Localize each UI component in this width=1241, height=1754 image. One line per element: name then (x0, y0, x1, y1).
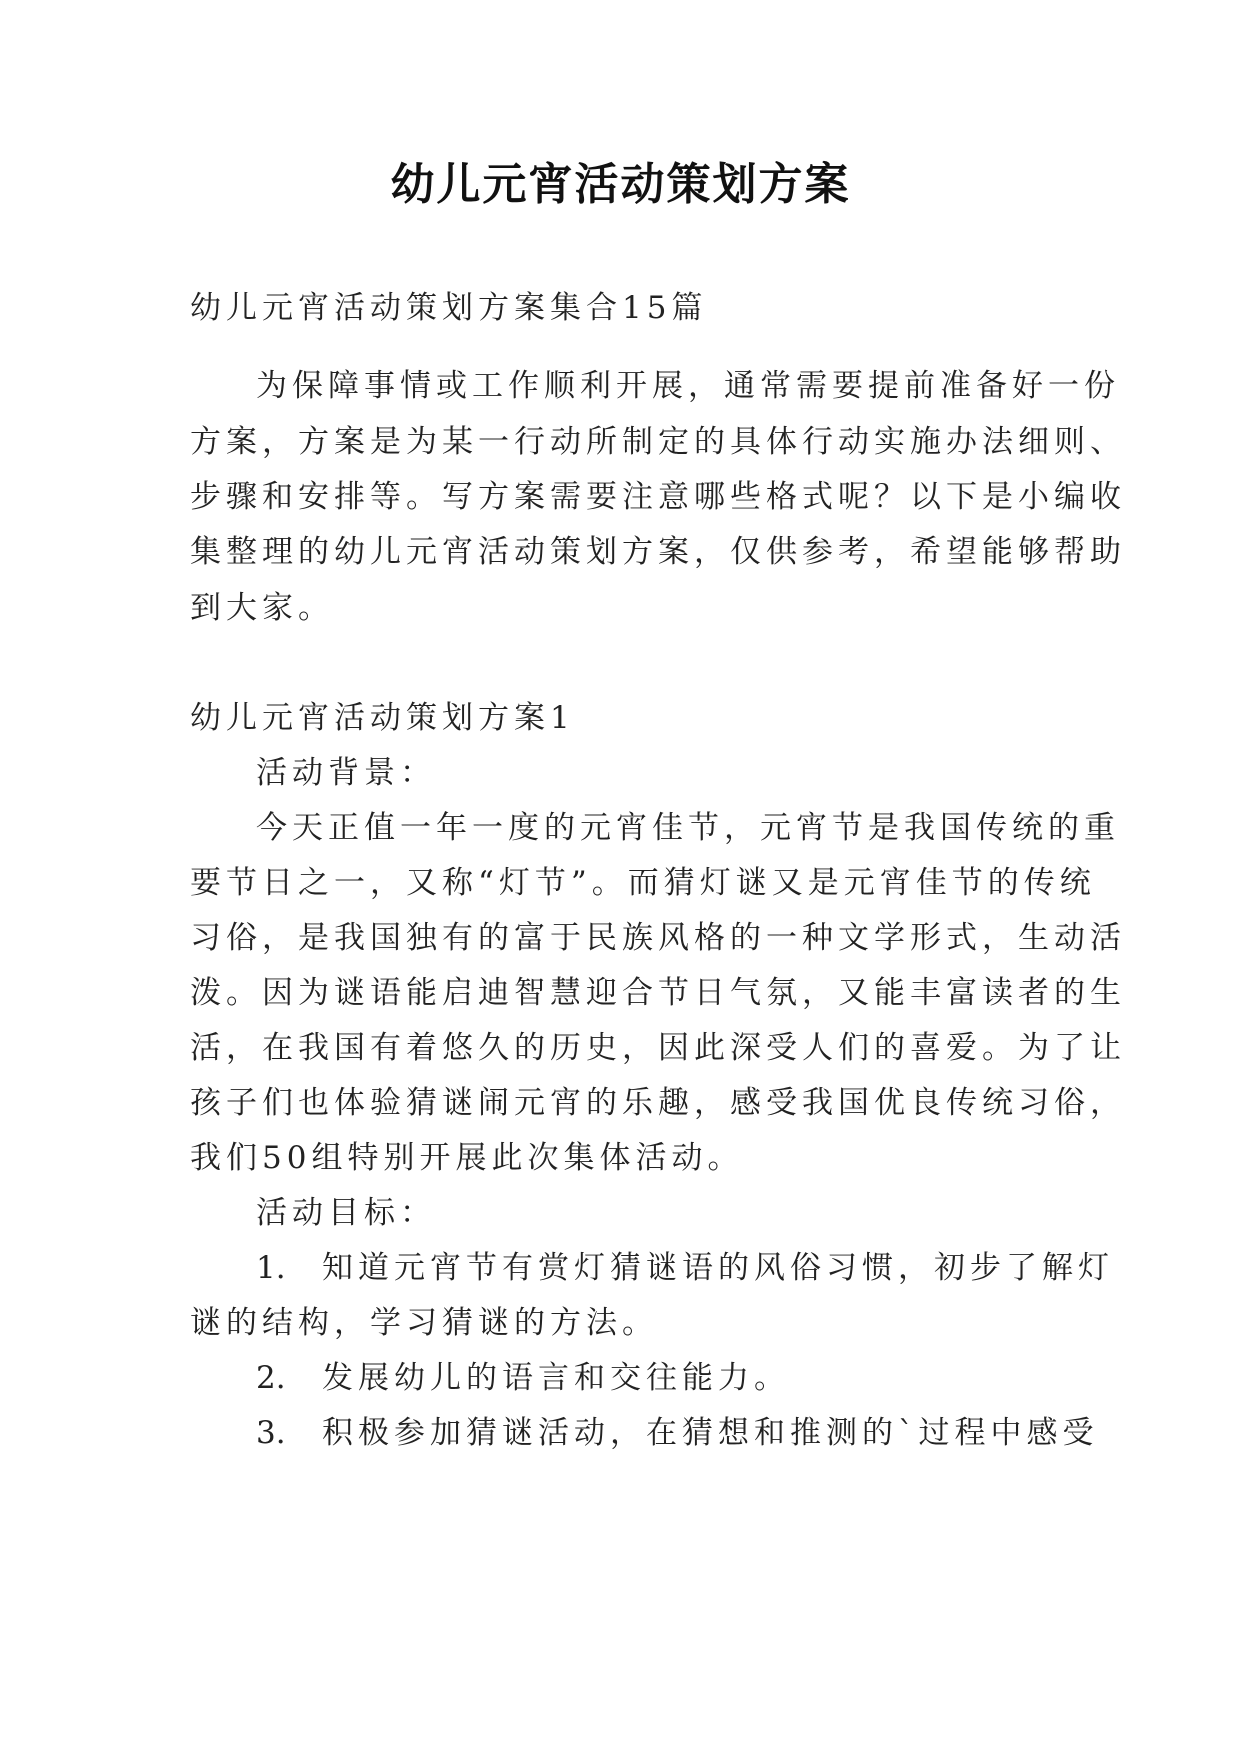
background-line-1: 今天正值一年一度的元宵佳节，元宵节是我国传统的重 (256, 810, 1120, 846)
background-line-3: 习俗，是我国独有的富于民族风格的一种文学形式，生动活 (190, 920, 1126, 956)
background-label: 活动背景： (256, 755, 436, 791)
goal-item-3 (256, 1413, 1099, 1453)
section-heading: 幼儿元宵活动策划方案1 (190, 700, 575, 736)
goal-text-1: 知道元宵节有赏灯猜谜语的风俗习惯，初步了解灯 (322, 1250, 1114, 1286)
goals-label: 活动目标： (256, 1195, 436, 1231)
background-line-4: 泼。因为谜语能启迪智慧迎合节日气氛，又能丰富读者的生 (190, 975, 1126, 1011)
background-line-6: 孩子们也体验猜谜闹元宵的乐趣，感受我国优良传统习俗， (190, 1085, 1126, 1121)
document-subtitle: 幼儿元宵活动策划方案集合15篇 (190, 290, 708, 326)
intro-line-4: 集整理的幼儿元宵活动策划方案，仅供参考，希望能够帮助 (190, 534, 1126, 570)
intro-line-5: 到大家。 (190, 590, 334, 626)
goal-number-2: 2. (256, 1360, 286, 1396)
goal-item-1 (256, 1248, 1114, 1288)
document-title: 幼儿元宵活动策划方案 (390, 159, 851, 210)
goal-item-1-continuation: 谜的结构，学习猜谜的方法。 (190, 1305, 658, 1341)
intro-line-2: 方案，方案是为某一行动所制定的具体行动实施办法细则、 (190, 424, 1126, 460)
background-line-7: 我们50组特别开展此次集体活动。 (190, 1140, 744, 1176)
goal-item-2 (256, 1358, 790, 1398)
intro-line-3: 步骤和安排等。写方案需要注意哪些格式呢？以下是小编收 (190, 479, 1126, 515)
goal-text-3: 积极参加猜谜活动，在猜想和推测的`过程中感受 (322, 1415, 1099, 1451)
goal-number-3: 3. (256, 1415, 286, 1451)
goal-text-2: 发展幼儿的语言和交往能力。 (322, 1360, 790, 1396)
intro-line-1: 为保障事情或工作顺利开展，通常需要提前准备好一份 (256, 368, 1120, 404)
background-line-5: 活，在我国有着悠久的历史，因此深受人们的喜爱。为了让 (190, 1030, 1126, 1066)
goal-number-1: 1. (256, 1250, 286, 1286)
background-line-2: 要节日之一，又称“灯节”。而猜灯谜又是元宵佳节的传统 (190, 865, 1096, 901)
